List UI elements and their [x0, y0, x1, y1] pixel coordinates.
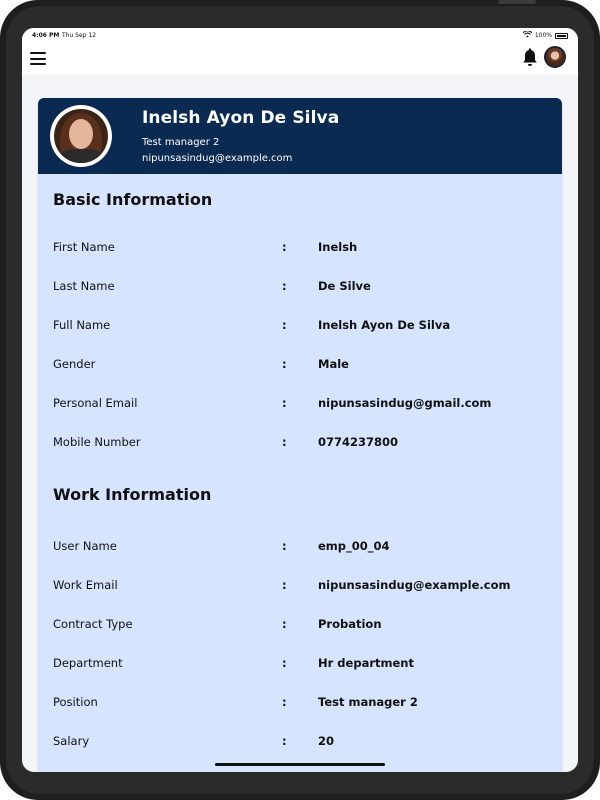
separator: :	[282, 539, 287, 553]
separator: :	[282, 617, 287, 631]
info-row-gender	[53, 357, 553, 375]
field-label: Last Name	[53, 279, 115, 293]
field-value: 20	[318, 734, 335, 748]
battery-icon	[555, 33, 568, 39]
profile-card	[38, 98, 562, 772]
separator: :	[282, 279, 287, 293]
field-label: Personal Email	[53, 396, 138, 410]
hardware-button	[498, 0, 536, 4]
field-label: Salary	[53, 734, 90, 748]
field-value: De Silve	[318, 279, 371, 293]
info-row-position	[53, 695, 553, 713]
field-value: emp_00_04	[318, 539, 390, 553]
field-label: Mobile Number	[53, 435, 141, 449]
app-bar	[22, 44, 578, 74]
status-indicators	[523, 31, 568, 40]
status-date: Thu Sep 12	[62, 32, 97, 39]
user-avatar[interactable]	[544, 46, 566, 68]
info-row-last-name	[53, 279, 553, 297]
profile-name: Inelsh Ayon De Silva	[142, 108, 340, 128]
separator: :	[282, 318, 287, 332]
info-row-personal-email	[53, 396, 553, 414]
home-indicator[interactable]	[215, 763, 385, 766]
field-label: Gender	[53, 357, 96, 371]
separator: :	[282, 734, 287, 748]
field-value: 0774237800	[318, 435, 399, 449]
profile-avatar	[50, 105, 112, 167]
field-label: Position	[53, 695, 98, 709]
field-label: Full Name	[53, 318, 111, 332]
field-label: First Name	[53, 240, 115, 254]
field-value: Probation	[318, 617, 382, 631]
field-value: Inelsh	[318, 240, 358, 254]
profile-header	[38, 98, 562, 174]
field-label: Department	[53, 656, 123, 670]
info-row-user-name	[53, 539, 553, 557]
field-label: User Name	[53, 539, 117, 553]
profile-photo	[54, 109, 108, 163]
hamburger-menu-icon[interactable]	[30, 52, 46, 65]
info-row-full-name	[53, 318, 553, 336]
field-value: Test manager 2	[318, 695, 418, 709]
info-row-mobile-number	[53, 435, 553, 453]
field-label: Contract Type	[53, 617, 133, 631]
profile-role: Test manager 2	[142, 137, 220, 148]
field-value: nipunsasindug@gmail.com	[318, 396, 492, 410]
field-value: Hr department	[318, 656, 414, 670]
field-label: Work Email	[53, 578, 118, 592]
wifi-icon	[523, 31, 532, 40]
status-time: 4:06 PM	[32, 32, 60, 39]
info-row-first-name	[53, 240, 553, 258]
info-row-work-email	[53, 578, 553, 596]
separator: :	[282, 435, 287, 449]
profile-email: nipunsasindug@example.com	[142, 153, 293, 164]
bell-icon[interactable]	[522, 48, 538, 68]
field-value: Male	[318, 357, 349, 371]
separator: :	[282, 578, 287, 592]
info-row-contract-type	[53, 617, 553, 635]
battery-percent: 100%	[534, 32, 552, 39]
status-bar	[22, 28, 578, 44]
separator: :	[282, 695, 287, 709]
separator: :	[282, 656, 287, 670]
info-row-salary	[53, 734, 553, 752]
field-value: nipunsasindug@example.com	[318, 578, 511, 592]
separator: :	[282, 396, 287, 410]
field-value: Inelsh Ayon De Silva	[318, 318, 451, 332]
app-screen	[22, 28, 578, 772]
basic-information-title: Basic Information	[53, 190, 213, 209]
work-information-title: Work Information	[53, 485, 212, 504]
info-row-department	[53, 656, 553, 674]
separator: :	[282, 240, 287, 254]
separator: :	[282, 357, 287, 371]
